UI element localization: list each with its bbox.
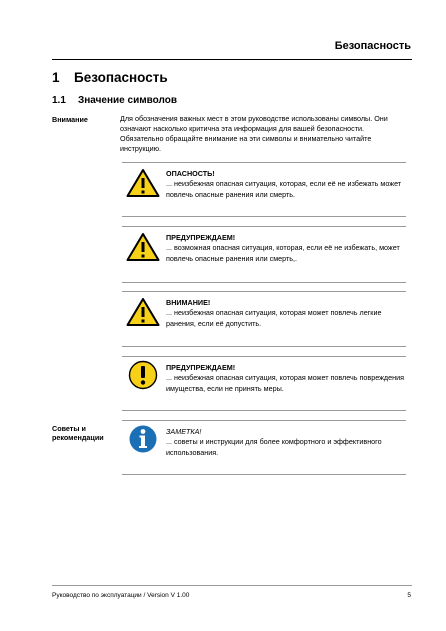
notice-divider	[122, 474, 406, 475]
subsection-number: 1.1	[52, 95, 66, 106]
page-number: 5	[407, 592, 411, 599]
warning-triangle-icon	[126, 232, 160, 262]
notice-text: ... неизбежная опасная ситуация, которая может повлечь легкие ранения, если её допустить.	[166, 308, 382, 328]
notice-title: ВНИМАНИЕ!	[166, 298, 211, 307]
subsection-heading	[52, 95, 177, 106]
notice-text: ... неизбежная опасная ситуация, которая, если её не избежать может повлечь опасные ранения или смерть.	[166, 179, 402, 199]
notice-divider	[122, 282, 406, 283]
footer-divider	[52, 585, 412, 586]
notice-divider	[122, 410, 406, 411]
info-circle-icon	[126, 424, 160, 454]
notice-divider	[122, 162, 406, 163]
attention-paragraph-2: Обязательно обращайте внимание на эти символы и внимательно читайте инструкцию.	[120, 134, 372, 153]
warning-triangle-icon	[126, 297, 160, 327]
notice-divider	[122, 226, 406, 227]
section-title: Безопасность	[74, 70, 168, 85]
tips-label: Советы и рекомендации	[52, 424, 104, 442]
footer-document-title: Руководство по эксплуатации / Version V 1.00	[52, 592, 190, 599]
notice-title: ПРЕДУПРЕЖДАЕМ!	[166, 363, 236, 372]
note-title: ЗАМЕТКА!	[166, 427, 202, 436]
section-number: 1	[52, 70, 60, 85]
subsection-title: Значение символов	[78, 95, 177, 106]
notice-divider	[122, 356, 406, 357]
notice-divider	[122, 291, 406, 292]
header-divider	[52, 59, 412, 60]
attention-label: Внимание	[52, 115, 88, 124]
section-heading	[52, 70, 168, 85]
notice-title: ПРЕДУПРЕЖДАЕМ!	[166, 233, 236, 242]
notice-title: ОПАСНОСТЬ!	[166, 169, 215, 178]
notice-divider	[122, 346, 406, 347]
notice-divider	[122, 420, 406, 421]
attention-paragraph-1: Для обозначения важных мест в этом руководстве использованы символы. Они означают насколько критична эта информация для вашей безопасности.	[120, 114, 388, 133]
running-header-title: Безопасность	[334, 40, 411, 52]
notice-text: ... неизбежная опасная ситуация, которая может повлечь повреждения имущества, если не принять меры.	[166, 373, 404, 393]
exclamation-circle-icon	[126, 360, 160, 390]
notice-divider	[122, 216, 406, 217]
warning-triangle-icon	[126, 168, 160, 198]
note-text: ... советы и инструкции для более комфортного и эффективного использования.	[166, 437, 382, 457]
notice-text: ... возможная опасная ситуация, которая, если её не избежать, может повлечь опасные ранения или смерть,.	[166, 243, 400, 263]
